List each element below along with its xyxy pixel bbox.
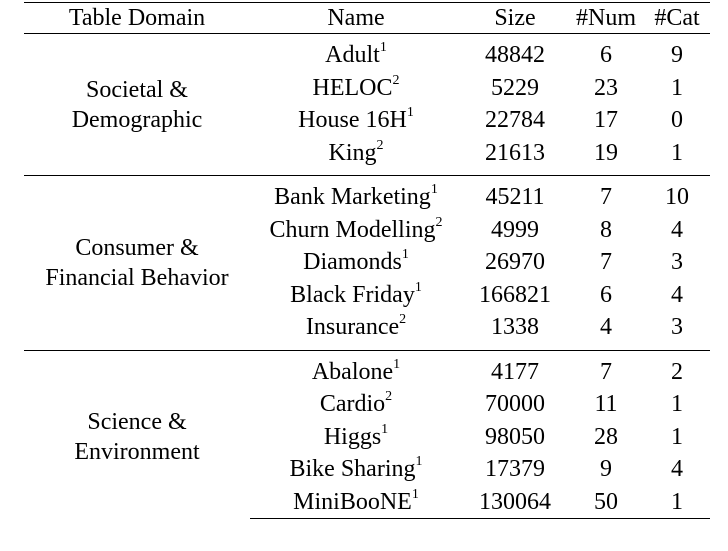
cat-cell: 1 [671,423,683,450]
size-cell: 1338 [491,314,539,341]
name-cell: Adult$^1$ [325,40,387,69]
name-cell: House $16H^1$ [298,105,414,134]
size-cell: 17379 [485,456,545,483]
name-cell: HELOC$^2$ [312,72,400,101]
size-cell: 5229 [491,74,539,101]
size-cell: 166821 [479,281,551,308]
num-cell: 7 [600,358,612,385]
cat-cell: 3 [671,314,683,341]
size-cell: 98050 [485,423,545,450]
name-cell: Bank Marketing$^1$ [274,182,438,211]
name-cell: MiniBooNE$^1$ [250,486,462,519]
domain-cell [24,40,250,170]
name-cell: Black Friday$^1$ [290,279,422,308]
num-cell: 6 [600,42,612,69]
header-num: #Num [568,3,644,34]
num-cell: 28 [594,423,618,450]
domain-label-line2: Financial Behavior [45,264,229,291]
group-societal [24,34,710,176]
header-size: Size [462,3,568,34]
cat-cell: 9 [671,42,683,69]
num-cell: 9 [600,456,612,483]
dataset-table [24,2,710,519]
num-cell: 7 [600,249,612,276]
domain-label-line1: Societal & [86,76,188,103]
size-cell: 70000 [485,391,545,418]
domain-label-line1: Science & [87,409,187,436]
size-cell: 4177 [491,358,539,385]
size-cell: 22784 [485,107,545,134]
cat-cell: 1 [644,486,710,519]
name-cell: Bike Sharing$^1$ [289,454,423,483]
table-row [24,40,710,73]
header-name: Name [250,3,462,34]
cat-cell: 1 [671,139,683,166]
num-cell: 11 [594,391,618,418]
table-row [24,182,710,215]
group-consumer [24,176,710,351]
num-cell: 19 [594,139,618,166]
name-cell: Churn Modelling$^2$ [269,214,443,243]
num-cell: 50 [568,486,644,519]
num-cell: 4 [600,314,612,341]
table-row [24,356,710,389]
size-cell: 48842 [485,42,545,69]
name-cell: Insurance$^2$ [305,312,407,341]
name-cell: Abalone$^1$ [311,356,401,385]
domain-cell [24,356,250,519]
domain-label-line2: Environment [74,439,200,466]
group-science [24,350,710,519]
num-cell: 23 [594,74,618,101]
header-cat: #Cat [644,3,710,34]
size-cell: 45211 [485,184,545,211]
name-cell: Diamonds$^1$ [303,247,409,276]
name-cell: King$^2$ [328,137,384,166]
cat-cell: 0 [671,107,683,134]
size-cell: 26970 [485,249,545,276]
cat-cell: 1 [671,391,683,418]
name-cell: Cardio$^2$ [319,389,393,418]
header-domain: Table Domain [24,3,250,34]
cat-cell: 10 [665,184,689,211]
name-cell: Higgs$^1$ [323,421,389,450]
cat-cell: 4 [671,456,683,483]
cat-cell: 4 [671,216,683,243]
size-cell: 4999 [491,216,539,243]
domain-label-line1: Consumer & [75,234,199,261]
num-cell: 17 [594,107,618,134]
num-cell: 6 [600,281,612,308]
num-cell: 8 [600,216,612,243]
num-cell: 7 [600,184,612,211]
cat-cell: 1 [671,74,683,101]
cat-cell: 2 [671,358,683,385]
domain-label-line2: Demographic [71,106,203,133]
cat-cell: 4 [671,281,683,308]
size-cell: 130064 [462,486,568,519]
header-row [24,3,710,34]
domain-cell [24,182,250,345]
size-cell: 21613 [485,139,545,166]
cat-cell: 3 [671,249,683,276]
